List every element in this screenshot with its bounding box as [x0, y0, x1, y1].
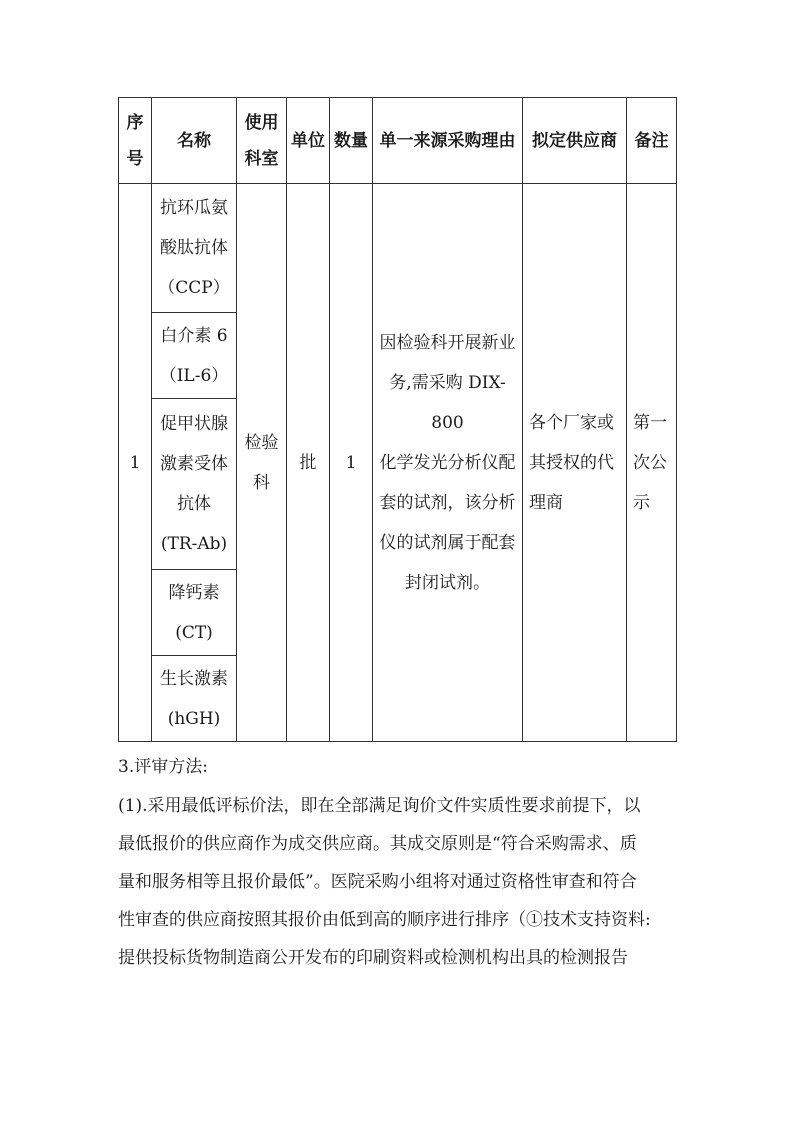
- header-remark: 备注: [627, 98, 677, 184]
- paragraph-line: 最低报价的供应商作为成交供应商。其成交原则是“符合采购需求、质: [118, 834, 637, 854]
- row-qty: 1: [330, 184, 373, 742]
- row-remark: 第一 次公 示: [627, 184, 677, 742]
- header-qty: 数量: [330, 98, 373, 184]
- section-paragraph: [118, 787, 678, 977]
- item-name-trab: 促甲状腺 激素受体 抗体 (TR-Ab): [152, 399, 237, 570]
- table-row: [119, 184, 677, 313]
- header-name: 名称: [152, 98, 237, 184]
- row-seq: 1: [119, 184, 152, 742]
- section-title: 3.评审方法:: [118, 757, 208, 777]
- header-supplier: 拟定供应商: [523, 98, 627, 184]
- paragraph-line: 性审查的供应商按照其报价由低到高的顺序进行排序（①技术支持资料:: [118, 910, 651, 930]
- header-seq: 序 号: [119, 98, 152, 184]
- row-unit: 批: [287, 184, 330, 742]
- table-header-row: [119, 98, 677, 184]
- item-name-ct: 降钙素 (CT): [152, 570, 237, 656]
- header-dept: 使用 科室: [237, 98, 287, 184]
- item-name-il6: 白介素 6 （IL-6）: [152, 313, 237, 399]
- header-reason: 单一来源采购理由: [373, 98, 523, 184]
- row-supplier: 各个厂家或 其授权的代 理商: [523, 184, 627, 742]
- row-reason: 因检验科开展新业 务,需采购 DIX-800 化学发光分析仪配 套的试剂，该分析 仪的试剂属于配套 封闭试剂。: [373, 184, 523, 742]
- item-name-hgh: 生长激素 (hGH): [152, 656, 237, 742]
- paragraph-line: (1).采用最低评标价法，即在全部满足询价文件实质性要求前提下，以: [118, 796, 641, 816]
- paragraph-line: 量和服务相等且报价最低”。医院采购小组将对通过资格性审查和符合: [118, 872, 637, 892]
- row-dept: 检验 科: [237, 184, 287, 742]
- paragraph-line: 提供投标货物制造商公开发布的印刷资料或检测机构出具的检测报告: [118, 948, 628, 968]
- header-unit: 单位: [287, 98, 330, 184]
- procurement-table: [118, 97, 677, 742]
- item-name-ccp: 抗环瓜氨 酸肽抗体 （CCP）: [152, 184, 237, 313]
